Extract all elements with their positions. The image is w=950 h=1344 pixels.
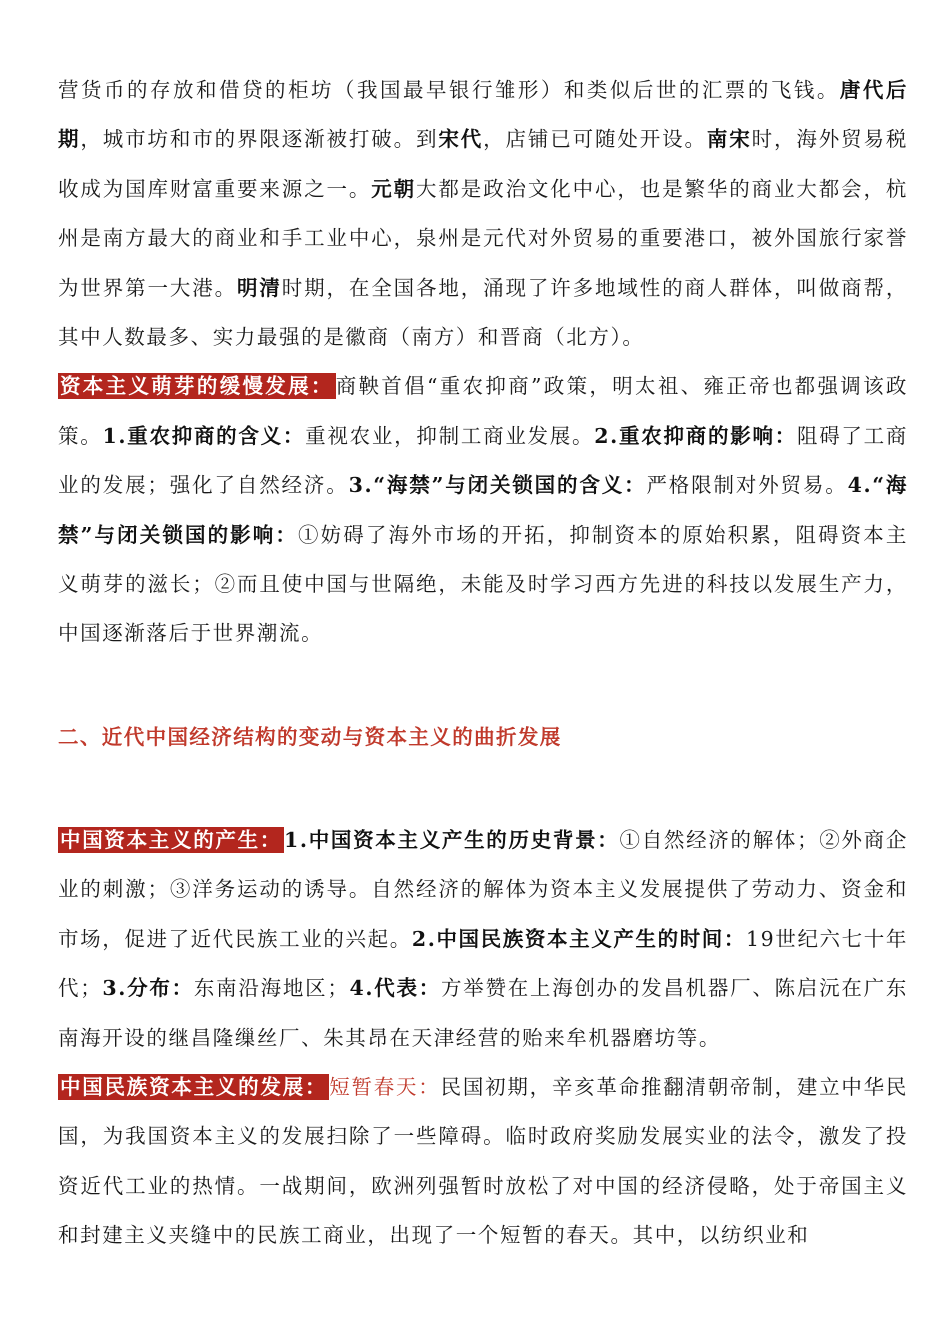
bold-term: 1.重农抑商的含义： [102, 423, 306, 448]
paragraph-national-capitalism [58, 1063, 908, 1261]
text-run: 严格限制对外贸易。 [646, 473, 848, 498]
text-run: 重视农业，抑制工商业发展。 [305, 423, 595, 448]
bold-term: 2.中国民族资本主义产生的时间： [411, 926, 747, 951]
bold-term: 3.“海禁”与闭关锁国的含义： [348, 473, 647, 498]
bold-term: 4.“海禁”与闭关锁国的影响： [58, 473, 908, 547]
red-subheading: 短暂春天： [329, 1074, 441, 1099]
bold-term: 元朝 [371, 176, 417, 201]
bold-term: 2.重农抑商的影响： [594, 423, 797, 448]
text-run: 大都是政治文化中心，也是繁华的商业大都会，杭州是南方最大的商业和手工业中心，泉州是元代对外贸易的重要港口，被外国旅行家誉为世界第一大港。 [58, 176, 909, 300]
bold-term: 1.中国资本主义产生的历史背景： [284, 827, 620, 852]
text-run: 时，海外贸易税收成为国库财富重要来源之一。 [58, 127, 908, 201]
highlight-tag: 中国资本主义的产生： [60, 827, 282, 852]
text-run: 商鞅首倡“重农抑商”政策，明太祖、雍正帝也都强调该政策。 [58, 374, 909, 448]
text-run: 营货币的存放和借贷的柜坊（我国最早银行雏形）和类似后世的汇票的飞钱。 [58, 78, 840, 102]
bold-term: 宋代 [438, 127, 484, 152]
text-run: 阻碍了工商业的发展；强化了自然经济。 [58, 423, 909, 498]
text-run: 19世纪六七十年代； [58, 926, 908, 1001]
bold-term: 南宋 [706, 127, 752, 152]
text-run: 方举赞在上海创办的发昌机器厂、陈启沅在广东南海开设的继昌隆缫丝厂、朱其昂在天津经营的贻来牟机器磨坊等。 [58, 976, 909, 1050]
paragraph-capitalism-origin [58, 816, 908, 1063]
highlight-tag: 资本主义萌芽的缓慢发展： [60, 374, 334, 399]
text-run: ①自然经济的解体；②外商企业的刺激；③洋务运动的诱导。自然经济的解体为资本主义发展提供了劳动力、资金和市场，促进了近代民族工业的兴起。 [58, 827, 908, 951]
text-run: 东南沿海地区； [193, 976, 350, 1001]
section-heading: 二、近代中国经济结构的变动与资本主义的曲折发展 [58, 724, 562, 749]
document-page [58, 66, 908, 1261]
text-run: ，城市坊和市的界限逐渐被打破。到 [80, 127, 439, 152]
bold-term: 3.分布： [102, 976, 194, 1001]
paragraph-ancient-commerce [58, 66, 908, 362]
paragraph-capitalism-sprouts [58, 362, 908, 658]
text-run: ①妨碍了海外市场的开拓，抑制资本的原始积累，阻碍资本主义萌芽的滋长；②而且使中国与世隔绝，未能及时学习西方先进的科技以发展生产力，中国逐渐落后于世界潮流。 [58, 522, 908, 646]
text-run: ，店铺已可随处开设。 [483, 127, 707, 152]
text-run: 民国初期，辛亥革命推翻清朝帝制，建立中华民国，为我国资本主义的发展扫除了一些障碍。临时政府奖励发展实业的法令，激发了投资近代工业的热情。一战期间，欧洲列强暂时放松了对中国的经济侵略，处于帝国主义和封建主义夹缝中的民族工商业，出现了一个短暂的春天。其中，以纺织业和 [58, 1074, 909, 1248]
text-run: 时期，在全国各地，涌现了许多地域性的商人群体，叫做商帮，其中人数最多、实力最强的是徽商（南方）和晋商（北方）。 [58, 275, 908, 350]
bold-term: 4.代表： [349, 976, 441, 1001]
bold-term: 唐代后期 [58, 78, 908, 152]
bold-term: 明清 [237, 275, 282, 300]
highlight-tag: 中国民族资本主义的发展： [60, 1074, 328, 1099]
